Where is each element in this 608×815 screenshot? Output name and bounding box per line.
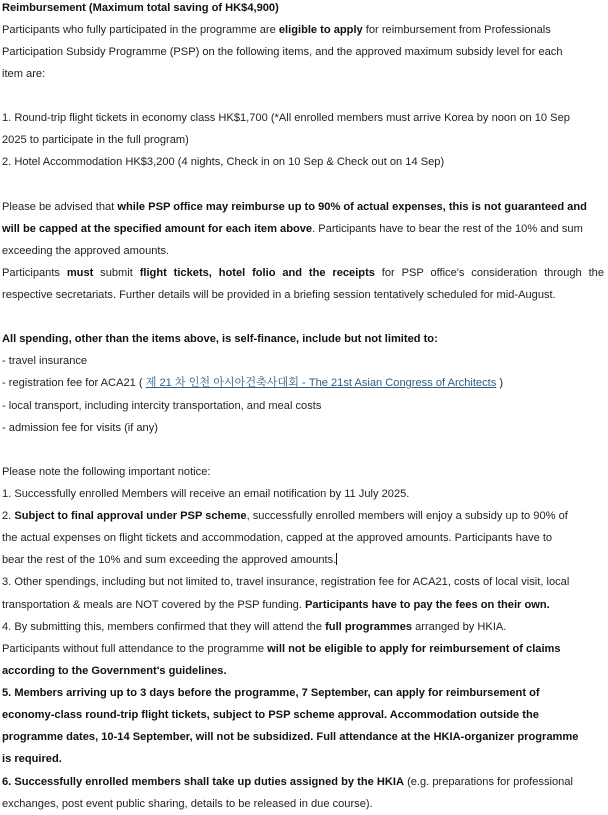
item-flight-line-1: 1. Round-trip flight tickets in economy class HK$1,700 (*All enrolled members must arrive Korea by noon on 10 Sep (2, 112, 570, 124)
notice-item-4-line-1: 4. By submitting this, members confirmed that they will attend the full programmes arranged by HKIA. (2, 621, 507, 633)
aca21-link[interactable]: 제 21 차 인천 아시아건축사대회 - The 21st Asian Congress of Architects (145, 377, 497, 389)
intro-line-1: Participants who fully participated in the programme are eligible to apply for reimbursement from Professionals (2, 24, 551, 36)
notice-heading: Please note the following important notice: (2, 466, 211, 478)
spending-heading: All spending, other than the items above, is self-finance, include but not limited to: (2, 333, 438, 345)
intro-line-2: Participation Subsidy Programme (PSP) on the following items, and the approved maximum subsidy level for each (2, 46, 563, 58)
notice-item-3-line-2: transportation & meals are NOT covered by the PSP funding. Participants have to pay the fees on their own. (2, 599, 550, 611)
notice-item-5-line-2: economy-class round-trip flight tickets, subject to PSP scheme approval. Accommodation outside the (2, 709, 539, 721)
advice-line-3: exceeding the approved amounts. (2, 245, 170, 257)
notice-item-6-line-1: 6. Successfully enrolled members shall take up duties assigned by the HKIA (e.g. preparations for professional (2, 776, 573, 788)
notice-item-3-line-1: 3. Other spendings, including but not limited to, travel insurance, registration fee for ACA21, costs of local visit, local (2, 576, 570, 588)
notice-item-6-line-2: exchanges, post event public sharing, details to be released in due course). (2, 798, 373, 810)
spending-item-registration: - registration fee for ACA21 ( 제 21 차 인천 아시아건축사대회 - The 21st Asian Congress of Architects ) (2, 377, 504, 389)
advice-line-4: Participants must submit flight tickets, hotel folio and the receipts for PSP office's consideration through the (2, 267, 604, 279)
advice-line-1: Please be advised that while PSP office may reimburse up to 90% of actual expenses, this is not guaranteed and (2, 201, 587, 213)
advice-line-5: respective secretariats. Further details will be provided in a briefing session tentatively scheduled for mid-August. (2, 289, 556, 301)
advice-line-2: will be capped at the specified amount for each item above. Participants have to bear the rest of the 10% and sum (2, 223, 583, 235)
spending-item-admission: - admission fee for visits (if any) (2, 422, 158, 434)
notice-item-4-line-3: according to the Government's guidelines. (2, 665, 227, 677)
text-cursor (336, 553, 337, 565)
spending-item-insurance: - travel insurance (2, 355, 88, 367)
notice-item-5-line-3: programme dates, 10-14 September, will not be subsidized. Full attendance at the HKIA-organizer programme (2, 731, 579, 743)
notice-item-2-line-3: bear the rest of the 10% and sum exceeding the approved amounts. (2, 554, 337, 566)
notice-item-5-line-4: is required. (2, 753, 62, 765)
item-flight-line-2: 2025 to participate in the full program) (2, 134, 189, 146)
notice-item-2-line-2: the actual expenses on flight tickets and accommodation, capped at the approved amounts. Participants have to (2, 532, 553, 544)
page-title: Reimbursement (Maximum total saving of HK$4,900) (2, 2, 279, 14)
spending-item-transport: - local transport, including intercity transportation, and meal costs (2, 400, 322, 412)
notice-item-1: 1. Successfully enrolled Members will receive an email notification by 11 July 2025. (2, 488, 410, 500)
intro-line-3: item are: (2, 68, 46, 80)
notice-item-2-line-1: 2. Subject to final approval under PSP scheme, successfully enrolled members will enjoy a subsidy up to 90% of (2, 510, 568, 522)
item-hotel: 2. Hotel Accommodation HK$3,200 (4 nights, Check in on 10 Sep & Check out on 14 Sep) (2, 156, 445, 168)
notice-item-4-line-2: Participants without full attendance to the programme will not be eligible to apply for reimbursement of claims (2, 643, 561, 655)
notice-item-5-line-1: 5. Members arriving up to 3 days before the programme, 7 September, can apply for reimbursement of (2, 687, 540, 699)
